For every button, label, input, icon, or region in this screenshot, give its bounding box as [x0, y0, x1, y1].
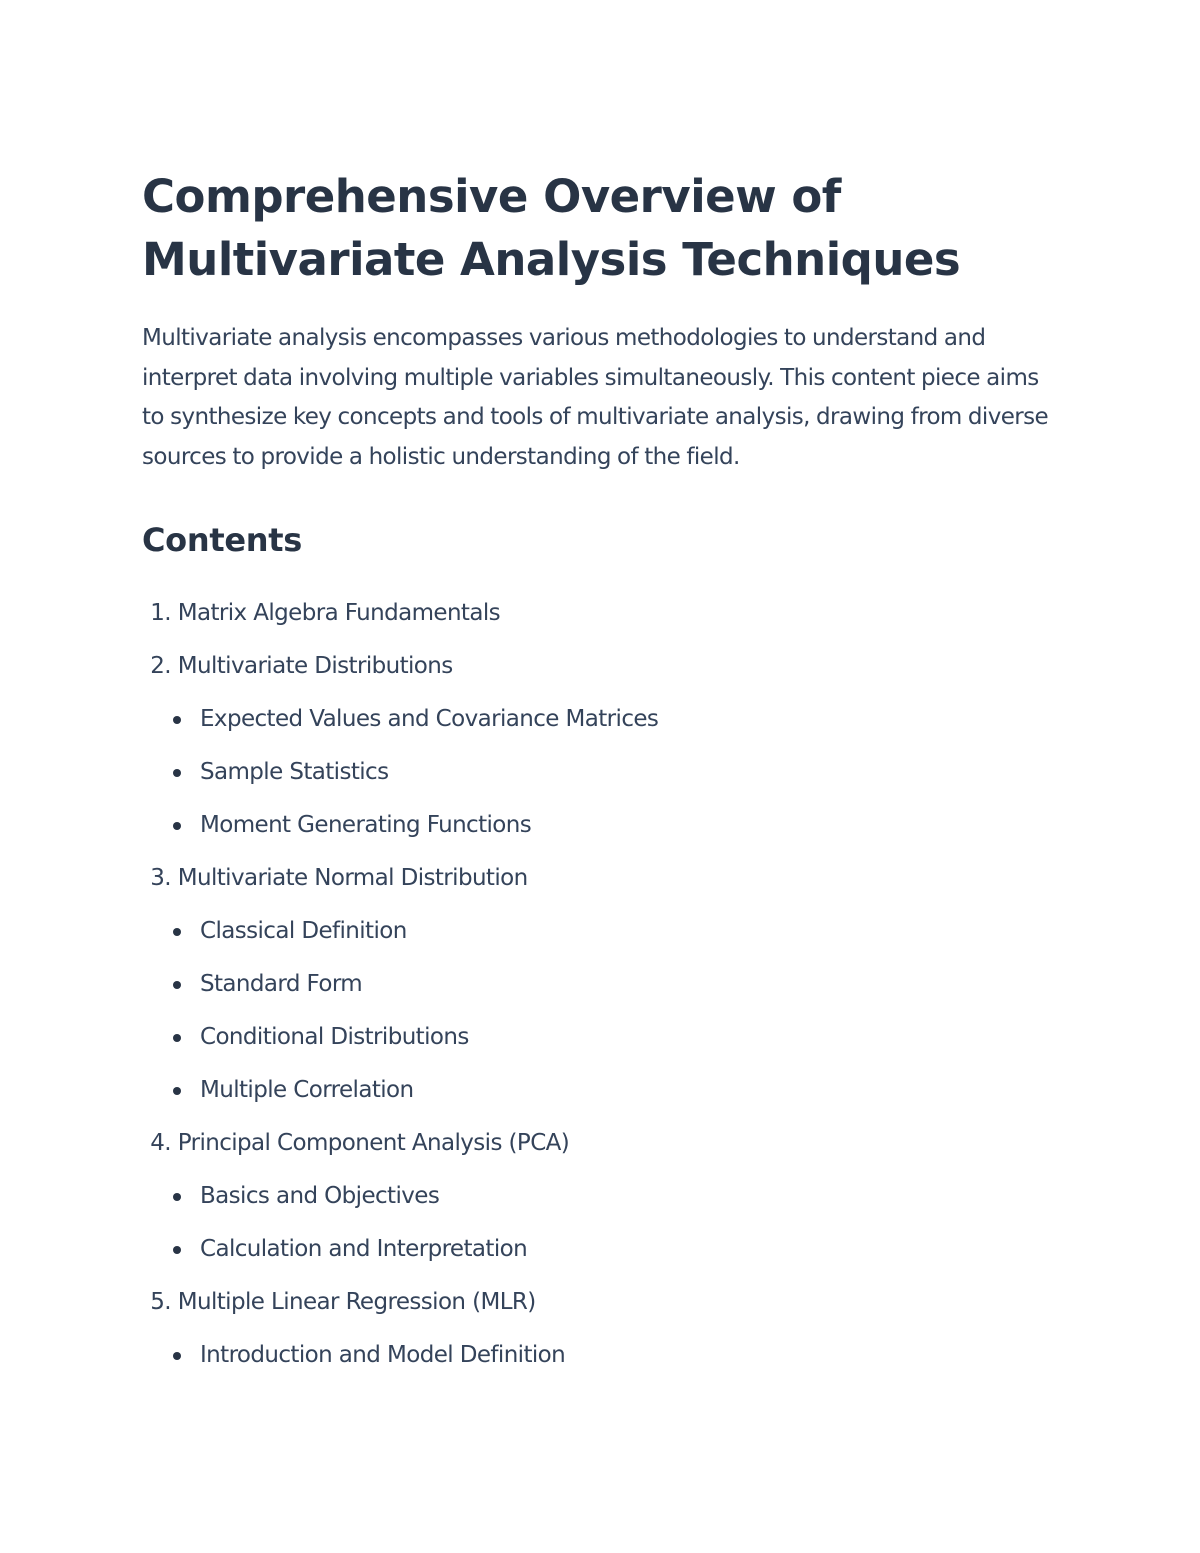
toc-label: Multivariate Distributions	[177, 652, 453, 679]
table-of-contents	[142, 587, 1062, 1382]
toc-number: 3.	[150, 864, 171, 891]
bullet-icon	[173, 822, 181, 830]
toc-item-pca	[142, 1117, 1062, 1276]
toc-sublist	[142, 905, 1062, 1117]
toc-item-matrix-algebra	[142, 587, 1062, 640]
bullet-icon	[173, 769, 181, 777]
toc-subitem	[142, 1329, 1062, 1382]
bullet-icon	[173, 928, 181, 936]
bullet-icon	[173, 1352, 181, 1360]
page-title-line-2: Multivariate Analysis Techniques	[142, 233, 961, 286]
toc-subitem-label: Calculation and Interpretation	[200, 1235, 528, 1262]
toc-subitem-label: Moment Generating Functions	[200, 811, 532, 838]
toc-subitem	[142, 799, 1062, 852]
toc-label: Matrix Algebra Fundamentals	[177, 599, 501, 626]
toc-subitem-label: Multiple Correlation	[200, 1076, 414, 1103]
toc-sublist	[142, 1329, 1062, 1382]
toc-item-mlr	[142, 1276, 1062, 1382]
toc-entry	[142, 640, 1062, 693]
toc-sublist	[142, 693, 1062, 852]
toc-subitem	[142, 746, 1062, 799]
toc-item-multivariate-normal	[142, 852, 1062, 1117]
bullet-icon	[173, 1246, 181, 1254]
toc-subitem	[142, 1011, 1062, 1064]
toc-subitem	[142, 1064, 1062, 1117]
toc-subitem-label: Basics and Objectives	[200, 1182, 440, 1209]
toc-number: 1.	[150, 599, 171, 626]
toc-entry	[142, 587, 1062, 640]
page-title	[142, 165, 1062, 291]
toc-subitem-label: Classical Definition	[200, 917, 407, 944]
toc-label: Multivariate Normal Distribution	[177, 864, 528, 891]
toc-subitem-label: Expected Values and Covariance Matrices	[200, 705, 659, 732]
bullet-icon	[173, 981, 181, 989]
toc-subitem-label: Conditional Distributions	[200, 1023, 469, 1050]
toc-number: 5.	[150, 1288, 171, 1315]
intro-paragraph: Multivariate analysis encompasses various methodologies to understand and interpret data involving multiple variables simultaneously. This content piece aims to synthesize key concepts and tools of multivariate analysis, drawing from diverse sources to provide a holistic understanding of the field.	[142, 325, 1049, 471]
bullet-icon	[173, 716, 181, 724]
page-title-line-1: Comprehensive Overview of	[142, 170, 841, 223]
bullet-icon	[173, 1193, 181, 1201]
contents-heading: Contents	[142, 520, 302, 559]
toc-number: 4.	[150, 1129, 171, 1156]
toc-subitem	[142, 1170, 1062, 1223]
toc-number: 2.	[150, 652, 171, 679]
toc-entry	[142, 1276, 1062, 1329]
toc-label: Principal Component Analysis (PCA)	[177, 1129, 570, 1156]
toc-subitem-label: Standard Form	[200, 970, 363, 997]
toc-subitem-label: Introduction and Model Definition	[200, 1341, 566, 1368]
bullet-icon	[173, 1087, 181, 1095]
toc-entry	[142, 852, 1062, 905]
toc-subitem	[142, 905, 1062, 958]
toc-entry	[142, 1117, 1062, 1170]
toc-label: Multiple Linear Regression (MLR)	[177, 1288, 536, 1315]
toc-item-multivariate-distributions	[142, 640, 1062, 852]
toc-subitem	[142, 958, 1062, 1011]
bullet-icon	[173, 1034, 181, 1042]
toc-sublist	[142, 1170, 1062, 1276]
toc-subitem	[142, 1223, 1062, 1276]
toc-subitem-label: Sample Statistics	[200, 758, 389, 785]
toc-subitem	[142, 693, 1062, 746]
document-page	[142, 165, 1062, 1382]
